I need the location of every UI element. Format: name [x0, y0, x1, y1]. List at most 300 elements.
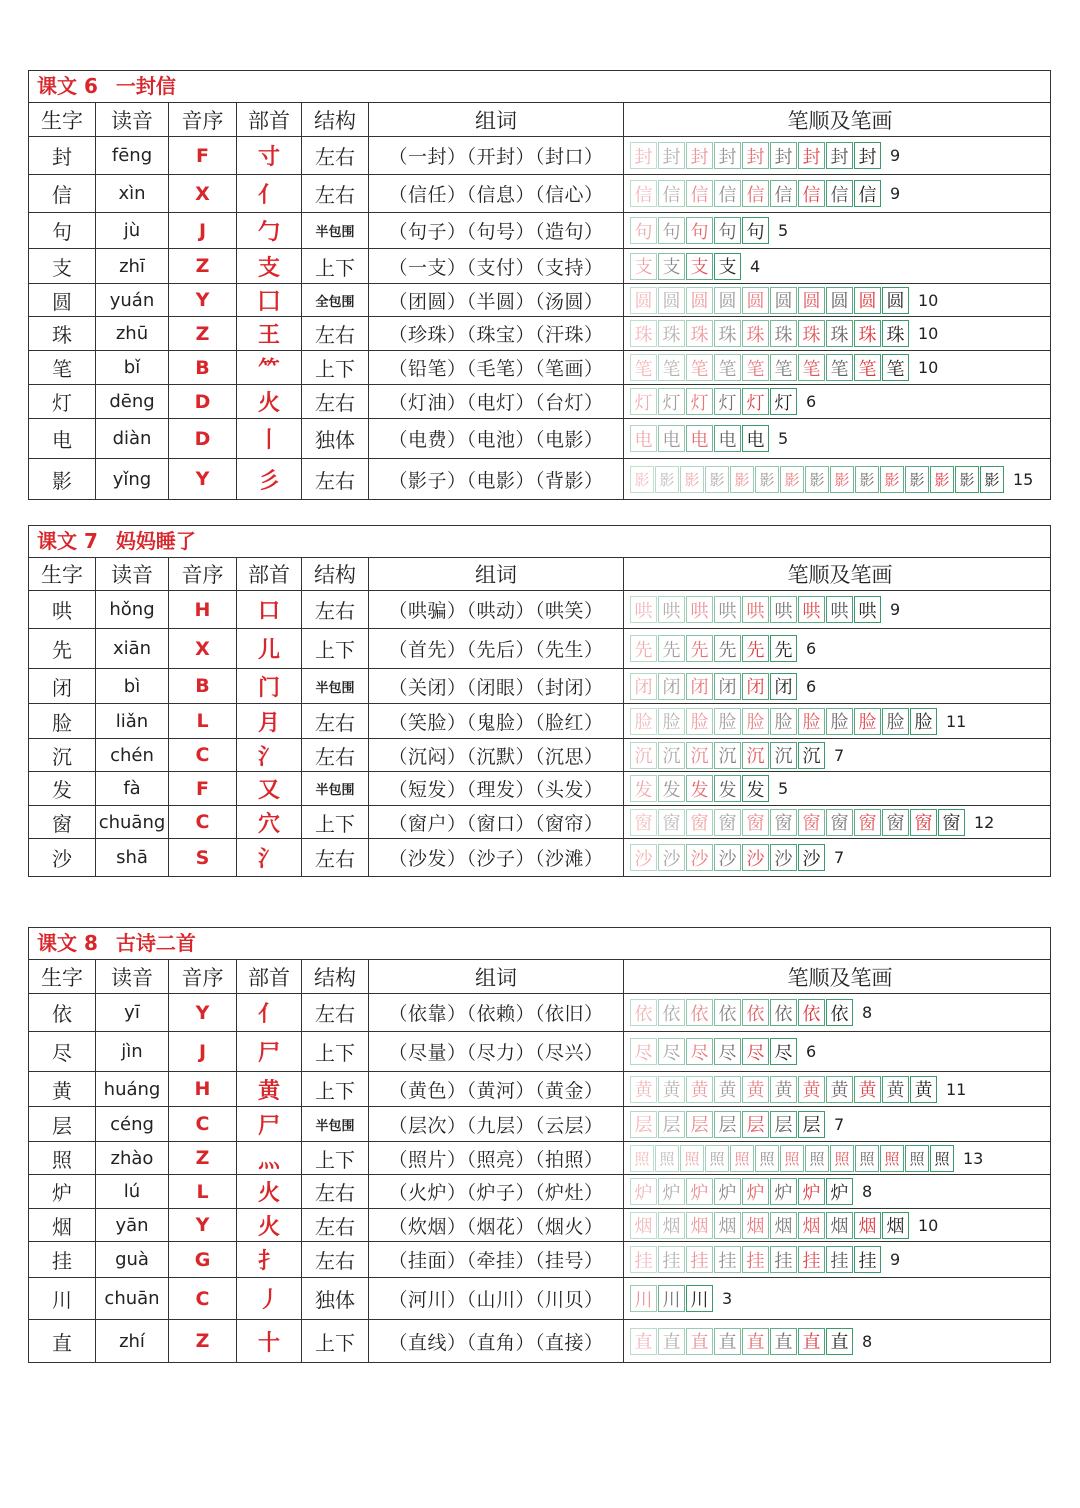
stroke-count: 7 — [834, 848, 845, 867]
stroke-step-box: 先 — [630, 635, 657, 662]
stroke-step-box: 烟 — [854, 1212, 881, 1239]
character: 信 — [29, 175, 96, 212]
pinyin: zhū — [96, 317, 169, 350]
lesson-table — [28, 70, 1051, 500]
column-header: 生字 — [29, 558, 96, 590]
stroke-step-box: 挂 — [854, 1246, 881, 1273]
stroke-order-cell — [624, 1320, 1050, 1362]
stroke-step-box: 挂 — [714, 1246, 741, 1273]
stroke-step-box: 珠 — [826, 320, 853, 347]
radical: 囗 — [237, 284, 302, 316]
radical: 亻 — [237, 175, 302, 212]
stroke-step-box: 电 — [630, 425, 657, 452]
table-row — [29, 419, 1050, 459]
lesson-name: 妈妈睡了 — [115, 529, 196, 553]
stroke-step-box: 句 — [686, 217, 713, 244]
word-examples: （灯油）（电灯）（台灯） — [369, 385, 624, 418]
initial-letter: L — [169, 1175, 237, 1208]
stroke-step-box: 圆 — [714, 287, 741, 314]
stroke-order-boxes — [630, 708, 938, 735]
word-examples: （铅笔）（毛笔）（笔画） — [369, 351, 624, 384]
lesson-title — [29, 526, 1050, 558]
stroke-count: 6 — [806, 392, 817, 411]
stroke-step-box: 影 — [780, 466, 804, 493]
stroke-step-box: 沉 — [714, 742, 741, 769]
stroke-order-cell — [624, 629, 1050, 668]
initial-letter: C — [169, 806, 237, 838]
stroke-step-box: 信 — [854, 180, 881, 207]
stroke-step-box: 挂 — [630, 1246, 657, 1273]
stroke-step-box: 圆 — [882, 287, 909, 314]
table-row — [29, 1107, 1050, 1142]
stroke-count: 7 — [834, 745, 845, 765]
stroke-step-box: 珠 — [798, 320, 825, 347]
stroke-step-box: 依 — [826, 999, 853, 1026]
pinyin: yī — [96, 994, 169, 1031]
stroke-count: 8 — [862, 1182, 873, 1201]
pinyin: jù — [96, 213, 169, 248]
stroke-step-box: 影 — [955, 466, 979, 493]
stroke-step-box: 封 — [714, 142, 741, 169]
word-examples: （珍珠）（珠宝）（汗珠） — [369, 317, 624, 350]
radical: 尸 — [237, 1032, 302, 1071]
column-header: 生字 — [29, 960, 96, 993]
stroke-step-box: 照 — [680, 1145, 704, 1172]
stroke-step-box: 照 — [780, 1145, 804, 1172]
stroke-step-box: 挂 — [742, 1246, 769, 1273]
stroke-count: 6 — [806, 639, 817, 658]
stroke-step-box: 照 — [630, 1145, 654, 1172]
word-examples: （挂面）（牵挂）（挂号） — [369, 1242, 624, 1277]
table-row — [29, 317, 1050, 351]
stroke-step-box: 句 — [714, 217, 741, 244]
stroke-step-box: 电 — [658, 425, 685, 452]
radical: 扌 — [237, 1242, 302, 1277]
stroke-order-cell — [624, 385, 1050, 418]
initial-letter: F — [169, 137, 237, 174]
stroke-step-box: 依 — [742, 999, 769, 1026]
stroke-order-cell — [624, 772, 1050, 805]
stroke-step-box: 影 — [830, 466, 854, 493]
stroke-step-box: 黄 — [630, 1076, 657, 1103]
stroke-step-box: 尽 — [714, 1038, 741, 1065]
character: 沉 — [29, 739, 96, 771]
stroke-count: 10 — [918, 290, 939, 310]
character: 先 — [29, 629, 96, 668]
stroke-step-box: 先 — [686, 635, 713, 662]
stroke-order-cell — [624, 591, 1050, 628]
initial-letter: Y — [169, 994, 237, 1031]
character: 照 — [29, 1142, 96, 1174]
table-row — [29, 249, 1050, 284]
stroke-step-box: 发 — [630, 775, 657, 802]
table-row — [29, 739, 1050, 772]
stroke-step-box: 黄 — [686, 1076, 713, 1103]
stroke-step-box: 层 — [714, 1111, 741, 1138]
initial-letter: C — [169, 1278, 237, 1319]
stroke-order-cell — [624, 1278, 1050, 1319]
stroke-step-box: 尽 — [742, 1038, 769, 1065]
pinyin: yǐng — [96, 459, 169, 499]
stroke-order-boxes — [630, 180, 882, 207]
stroke-order-cell — [624, 351, 1050, 384]
initial-letter: S — [169, 839, 237, 876]
radical: 黄 — [237, 1072, 302, 1106]
stroke-step-box: 依 — [658, 999, 685, 1026]
stroke-step-box: 尽 — [630, 1038, 657, 1065]
stroke-step-box: 挂 — [798, 1246, 825, 1273]
radical: ⺮ — [237, 351, 302, 384]
stroke-step-box: 句 — [630, 217, 657, 244]
stroke-step-box: 炉 — [658, 1178, 685, 1205]
column-header: 笔顺及笔画 — [787, 965, 893, 990]
initial-letter: J — [169, 1032, 237, 1071]
stroke-step-box: 炉 — [798, 1178, 825, 1205]
stroke-step-box: 信 — [630, 180, 657, 207]
stroke-step-box: 影 — [905, 466, 929, 493]
stroke-step-box: 脸 — [742, 708, 769, 735]
lesson-number: 课文 7 — [37, 529, 98, 553]
stroke-step-box: 支 — [658, 253, 685, 280]
stroke-step-box: 笔 — [854, 354, 881, 381]
stroke-step-box: 窗 — [630, 809, 657, 836]
character: 闭 — [29, 669, 96, 703]
stroke-step-box: 层 — [770, 1111, 797, 1138]
stroke-order-boxes — [630, 1076, 938, 1103]
column-header: 结构 — [302, 960, 369, 993]
character: 黄 — [29, 1072, 96, 1106]
stroke-count: 5 — [778, 779, 789, 798]
radical: 火 — [237, 1209, 302, 1241]
stroke-step-box: 闭 — [658, 673, 685, 700]
character: 哄 — [29, 591, 96, 628]
stroke-order-cell — [624, 1107, 1050, 1141]
stroke-step-box: 信 — [770, 180, 797, 207]
stroke-step-box: 影 — [705, 466, 729, 493]
stroke-order-cell — [624, 806, 1050, 838]
word-examples: （直线）（直角）（直接） — [369, 1320, 624, 1362]
word-examples: （关闭）（闭眼）（封闭） — [369, 669, 624, 703]
character: 依 — [29, 994, 96, 1031]
structure: 半包围 — [302, 669, 369, 703]
stroke-step-box: 支 — [714, 253, 741, 280]
stroke-step-box: 照 — [805, 1145, 829, 1172]
stroke-order-cell — [624, 213, 1050, 248]
stroke-step-box: 灯 — [770, 388, 797, 415]
initial-letter: Y — [169, 284, 237, 316]
stroke-step-box: 照 — [730, 1145, 754, 1172]
stroke-step-box: 哄 — [798, 596, 825, 623]
stroke-order-cell — [624, 1032, 1050, 1071]
lesson-number: 课文 6 — [37, 74, 98, 98]
pinyin: zhào — [96, 1142, 169, 1174]
stroke-step-box: 依 — [714, 999, 741, 1026]
stroke-step-box: 信 — [658, 180, 685, 207]
stroke-step-box: 直 — [630, 1328, 657, 1355]
character: 句 — [29, 213, 96, 248]
stroke-count: 8 — [862, 1003, 873, 1022]
stroke-step-box: 影 — [805, 466, 829, 493]
pinyin: yuán — [96, 284, 169, 316]
table-row — [29, 213, 1050, 249]
stroke-step-box: 电 — [714, 425, 741, 452]
stroke-step-box: 炉 — [742, 1178, 769, 1205]
initial-letter: Z — [169, 249, 237, 283]
initial-letter: C — [169, 1107, 237, 1141]
table-row — [29, 839, 1050, 876]
table-row — [29, 1320, 1050, 1362]
radical: 口 — [237, 591, 302, 628]
stroke-step-box: 黄 — [882, 1076, 909, 1103]
stroke-step-box: 灯 — [686, 388, 713, 415]
stroke-step-box: 封 — [798, 142, 825, 169]
pinyin: hǒng — [96, 591, 169, 628]
stroke-order-cell — [624, 1209, 1050, 1241]
stroke-step-box: 照 — [855, 1145, 879, 1172]
stroke-step-box: 烟 — [798, 1212, 825, 1239]
stroke-step-box: 支 — [630, 253, 657, 280]
initial-letter: F — [169, 772, 237, 805]
stroke-order-boxes — [630, 1178, 854, 1205]
stroke-order-cell — [624, 1072, 1050, 1106]
stroke-step-box: 影 — [680, 466, 704, 493]
stroke-count: 10 — [918, 1215, 939, 1235]
stroke-order-boxes — [630, 635, 798, 662]
initial-letter: C — [169, 739, 237, 771]
initial-letter: H — [169, 591, 237, 628]
character: 沙 — [29, 839, 96, 876]
column-header: 部首 — [237, 558, 302, 590]
stroke-step-box: 照 — [755, 1145, 779, 1172]
stroke-step-box: 圆 — [686, 287, 713, 314]
structure: 上下 — [302, 1072, 369, 1106]
pinyin: diàn — [96, 419, 169, 458]
structure: 半包围 — [302, 1107, 369, 1141]
stroke-step-box: 闭 — [686, 673, 713, 700]
stroke-step-box: 封 — [854, 142, 881, 169]
structure: 左右 — [302, 175, 369, 212]
radical: 亻 — [237, 994, 302, 1031]
stroke-order-boxes — [630, 466, 1005, 493]
stroke-count: 10 — [918, 358, 939, 377]
pinyin: bì — [96, 669, 169, 703]
word-examples: （尽量）（尽力）（尽兴） — [369, 1032, 624, 1071]
stroke-order-cell — [624, 284, 1050, 316]
character: 电 — [29, 419, 96, 458]
radical: 丨 — [237, 419, 302, 458]
stroke-step-box: 依 — [798, 999, 825, 1026]
stroke-step-box: 层 — [686, 1111, 713, 1138]
stroke-count: 6 — [806, 676, 817, 696]
column-header: 笔顺及笔画 — [787, 563, 893, 587]
stroke-count: 5 — [778, 221, 789, 240]
stroke-count: 10 — [918, 324, 939, 343]
pinyin: chén — [96, 739, 169, 771]
stroke-step-box: 珠 — [686, 320, 713, 347]
table-row — [29, 806, 1050, 839]
character: 支 — [29, 249, 96, 283]
structure: 左右 — [302, 739, 369, 771]
stroke-step-box: 哄 — [770, 596, 797, 623]
character: 影 — [29, 459, 96, 499]
stroke-step-box: 支 — [686, 253, 713, 280]
word-examples: （团圆）（半圆）（汤圆） — [369, 284, 624, 316]
character: 川 — [29, 1278, 96, 1319]
stroke-step-box: 窗 — [770, 809, 797, 836]
stroke-step-box: 影 — [980, 466, 1004, 493]
stroke-step-box: 挂 — [826, 1246, 853, 1273]
word-examples: （句子）（句号）（造句） — [369, 213, 624, 248]
stroke-step-box: 黄 — [714, 1076, 741, 1103]
lesson-title — [29, 71, 1050, 103]
stroke-step-box: 脸 — [826, 708, 853, 735]
stroke-order-boxes — [630, 1038, 798, 1065]
initial-letter: J — [169, 213, 237, 248]
table-row — [29, 1072, 1050, 1107]
stroke-step-box: 依 — [630, 999, 657, 1026]
stroke-order-cell — [624, 419, 1050, 458]
table-row — [29, 351, 1050, 385]
stroke-step-box: 沉 — [630, 742, 657, 769]
word-examples: （影子）（电影）（背影） — [369, 459, 624, 499]
pinyin: zhí — [96, 1320, 169, 1362]
stroke-step-box: 烟 — [686, 1212, 713, 1239]
word-examples: （笑脸）（鬼脸）（脸红） — [369, 704, 624, 738]
stroke-step-box: 灯 — [658, 388, 685, 415]
stroke-step-box: 窗 — [798, 809, 825, 836]
stroke-step-box: 黄 — [658, 1076, 685, 1103]
table-row — [29, 459, 1050, 499]
word-examples: （一支）（支付）（支持） — [369, 249, 624, 283]
stroke-step-box: 川 — [686, 1285, 713, 1312]
stroke-count: 8 — [862, 1331, 873, 1351]
pinyin: shā — [96, 839, 169, 876]
stroke-step-box: 层 — [798, 1111, 825, 1138]
stroke-step-box: 圆 — [742, 287, 769, 314]
lesson-name: 古诗二首 — [115, 931, 196, 955]
stroke-step-box: 层 — [630, 1111, 657, 1138]
stroke-order-cell — [624, 704, 1050, 738]
word-examples: （短发）（理发）（头发） — [369, 772, 624, 805]
stroke-step-box: 珠 — [630, 320, 657, 347]
stroke-order-cell — [624, 1142, 1050, 1174]
character: 圆 — [29, 284, 96, 316]
stroke-step-box: 炉 — [714, 1178, 741, 1205]
stroke-count: 9 — [890, 184, 901, 203]
character: 层 — [29, 1107, 96, 1141]
lesson-title — [29, 928, 1050, 960]
stroke-step-box: 黄 — [798, 1076, 825, 1103]
structure: 左右 — [302, 385, 369, 418]
stroke-step-box: 挂 — [686, 1246, 713, 1273]
structure: 左右 — [302, 591, 369, 628]
stroke-step-box: 封 — [630, 142, 657, 169]
pinyin: bǐ — [96, 351, 169, 384]
stroke-count: 11 — [946, 1079, 967, 1099]
initial-letter: Z — [169, 1142, 237, 1174]
radical: 丿 — [237, 1278, 302, 1319]
column-header: 音序 — [169, 558, 237, 590]
stroke-step-box: 直 — [658, 1328, 685, 1355]
word-examples: （河川）（山川）（川贝） — [369, 1278, 624, 1319]
stroke-step-box: 哄 — [686, 596, 713, 623]
stroke-step-box: 炉 — [686, 1178, 713, 1205]
stroke-step-box: 脸 — [686, 708, 713, 735]
stroke-step-box: 信 — [742, 180, 769, 207]
table-row — [29, 1242, 1050, 1278]
word-examples: （信任）（信息）（信心） — [369, 175, 624, 212]
stroke-order-cell — [624, 175, 1050, 212]
stroke-step-box: 沙 — [798, 844, 825, 871]
stroke-step-box: 黄 — [910, 1076, 937, 1103]
stroke-count: 7 — [834, 1114, 845, 1134]
initial-letter: X — [169, 175, 237, 212]
stroke-step-box: 沙 — [686, 844, 713, 871]
character: 直 — [29, 1320, 96, 1362]
stroke-step-box: 笔 — [826, 354, 853, 381]
stroke-step-box: 炉 — [826, 1178, 853, 1205]
stroke-order-cell — [624, 669, 1050, 703]
column-header: 结构 — [302, 558, 369, 590]
stroke-step-box: 影 — [880, 466, 904, 493]
stroke-step-box: 烟 — [742, 1212, 769, 1239]
pinyin: liǎn — [96, 704, 169, 738]
stroke-count: 4 — [750, 256, 761, 276]
stroke-step-box: 照 — [830, 1145, 854, 1172]
radical: 彡 — [237, 459, 302, 499]
stroke-step-box: 哄 — [854, 596, 881, 623]
column-header: 读音 — [96, 960, 169, 993]
stroke-step-box: 沉 — [686, 742, 713, 769]
word-examples: （炊烟）（烟花）（烟火） — [369, 1209, 624, 1241]
stroke-step-box: 圆 — [826, 287, 853, 314]
stroke-order-boxes — [630, 142, 882, 169]
character: 笔 — [29, 351, 96, 384]
column-header: 笔顺及笔画 — [787, 108, 893, 133]
stroke-count: 5 — [778, 429, 789, 448]
stroke-order-cell — [624, 1242, 1050, 1277]
table-row — [29, 704, 1050, 739]
stroke-step-box: 圆 — [798, 287, 825, 314]
stroke-step-box: 封 — [770, 142, 797, 169]
stroke-step-box: 珠 — [854, 320, 881, 347]
initial-letter: Z — [169, 317, 237, 350]
stroke-step-box: 信 — [798, 180, 825, 207]
table-row — [29, 1142, 1050, 1175]
initial-letter: Y — [169, 1209, 237, 1241]
stroke-order-cell — [624, 739, 1050, 771]
character: 烟 — [29, 1209, 96, 1241]
initial-letter: Y — [169, 459, 237, 499]
pinyin: céng — [96, 1107, 169, 1141]
structure: 上下 — [302, 249, 369, 283]
table-row — [29, 175, 1050, 213]
stroke-step-box: 窗 — [714, 809, 741, 836]
stroke-count: 15 — [1013, 469, 1034, 489]
stroke-step-box: 川 — [630, 1285, 657, 1312]
stroke-count: 9 — [890, 1250, 901, 1269]
word-examples: （哄骗）（哄动）（哄笑） — [369, 591, 624, 628]
stroke-step-box: 照 — [655, 1145, 679, 1172]
stroke-count: 13 — [963, 1148, 984, 1168]
character: 封 — [29, 137, 96, 174]
structure: 左右 — [302, 994, 369, 1031]
header-row — [29, 558, 1050, 591]
initial-letter: D — [169, 419, 237, 458]
character: 脸 — [29, 704, 96, 738]
radical: 十 — [237, 1320, 302, 1362]
stroke-step-box: 珠 — [770, 320, 797, 347]
